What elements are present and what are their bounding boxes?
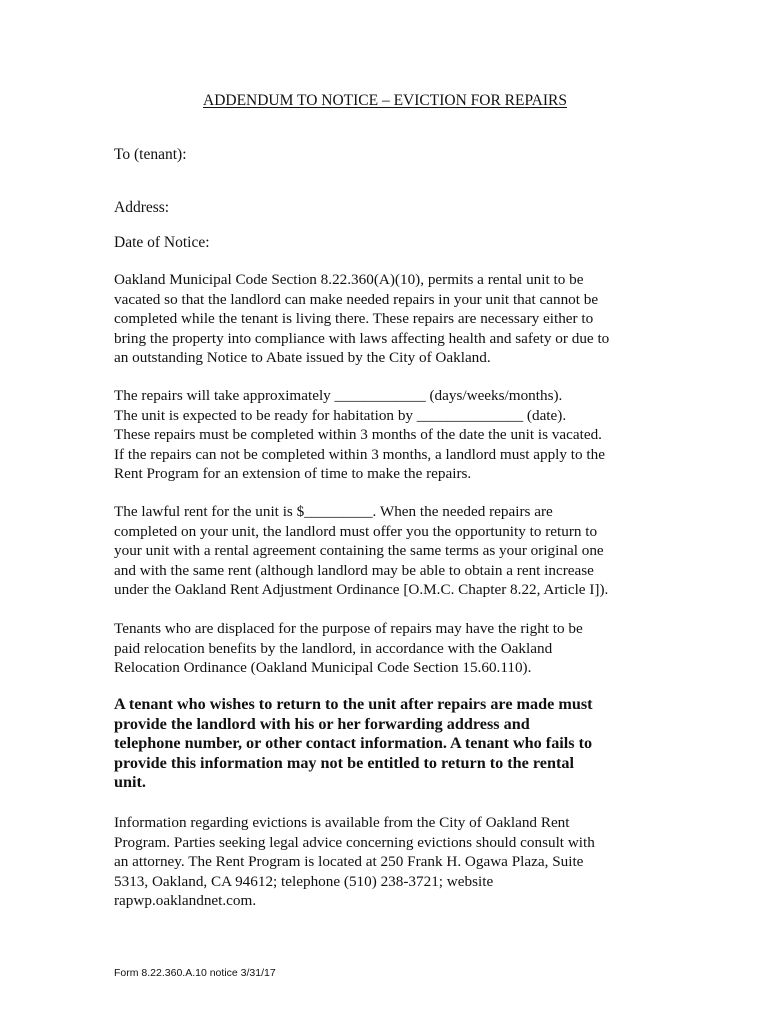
paragraph-line: Tenants who are displaced for the purpose of repairs may have the right to be [114,620,583,637]
paragraph-line: If the repairs can not be completed within 3 months, a landlord must apply to the [114,445,605,463]
paragraph-line: unit. [114,773,146,791]
paragraph-line: A tenant who wishes to return to the unit after repairs are made must [114,695,593,713]
lawful-rent-paragraph [114,502,674,600]
paragraph-line: telephone number, or other contact information. A tenant who fails to [114,734,593,752]
date-of-notice-label: Date of Notice: [114,234,210,251]
repairs-timeline-paragraph [114,386,674,484]
paragraph-line: Information regarding evictions is available from the City of Oakland Rent [114,814,570,831]
paragraph-line: 5313, Oakland, CA 94612; telephone (510) 238-3721; website [114,872,494,890]
paragraph-line: your unit with a rental agreement containing the same terms as your original one [114,542,604,559]
code-section-paragraph [114,270,674,368]
paragraph-line: bring the property into compliance with laws affecting health and safety or due to [114,329,610,347]
paragraph-line: rapwp.oaklandnet.com. [114,892,257,909]
paragraph-line: provide the landlord with his or her forwarding address and [114,714,530,733]
paragraph-line: These repairs must be completed within 3 months of the date the unit is vacated. [114,426,602,443]
return-notice-paragraph [114,695,674,793]
paragraph-line: provide this information may not be entitled to return to the rental [114,753,574,772]
address-label: Address: [114,199,170,216]
form-footer: Form 8.22.360.A.10 notice 3/31/17 [114,967,276,979]
paragraph-line: and with the same rent (although landlord may be able to obtain a rent increase [114,561,594,579]
paragraph-line: completed on your unit, the landlord must offer you the opportunity to return to [114,522,598,540]
paragraph-line: vacated so that the landlord can make needed repairs in your unit that cannot be [114,290,599,308]
information-paragraph [114,813,674,911]
paragraph-line: Rent Program for an extension of time to make the repairs. [114,465,472,482]
document-title: ADDENDUM TO NOTICE – EVICTION FOR REPAIRS [203,92,567,109]
paragraph-line: under the Oakland Rent Adjustment Ordinance [O.M.C. Chapter 8.22, Article I]). [114,581,609,598]
paragraph-line: Relocation Ordinance (Oakland Municipal Code Section 15.60.110). [114,659,532,676]
paragraph-line: Oakland Municipal Code Section 8.22.360(A)(10), permits a rental unit to be [114,271,584,288]
paragraph-line: The repairs will take approximately ____________ (days/weeks/months). [114,387,563,404]
relocation-paragraph [114,619,674,678]
paragraph-line: Program. Parties seeking legal advice concerning evictions should consult with [114,833,595,851]
paragraph-line: The unit is expected to be ready for habitation by ______________ (date). [114,406,567,424]
paragraph-line: completed while the tenant is living there. These repairs are necessary either to [114,310,594,327]
paragraph-line: an outstanding Notice to Abate issued by the City of Oakland. [114,349,491,366]
paragraph-line: The lawful rent for the unit is $_________. When the needed repairs are [114,503,553,520]
to-tenant-label: To (tenant): [114,146,187,163]
paragraph-line: paid relocation benefits by the landlord, in accordance with the Oakland [114,639,553,657]
paragraph-line: an attorney. The Rent Program is located at 250 Frank H. Ogawa Plaza, Suite [114,853,584,870]
